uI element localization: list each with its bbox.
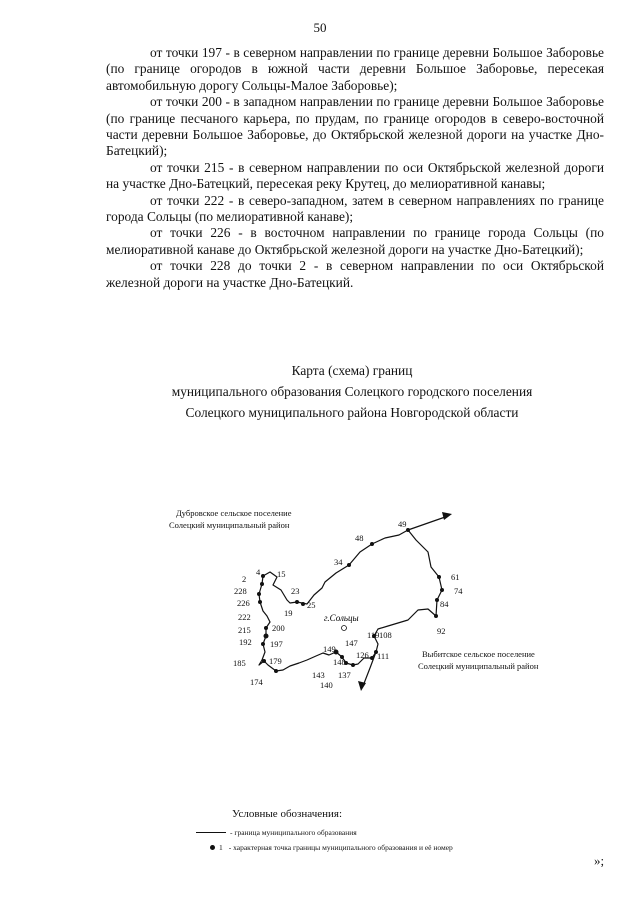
legend-point-number: 1 bbox=[219, 843, 223, 852]
map-title bbox=[100, 360, 604, 423]
point-label: 48 bbox=[355, 533, 364, 543]
point-marker bbox=[440, 588, 444, 592]
point-marker bbox=[435, 598, 439, 602]
point-marker bbox=[437, 575, 441, 579]
point-label: 92 bbox=[437, 626, 446, 636]
point-marker bbox=[262, 659, 266, 663]
paragraph: от точки 226 - в восточном направлении по границе города Сольцы (по мелиоративной канаве до Октябрьской железной дороги на участке Дно-Батецкий); bbox=[106, 225, 604, 257]
point-marker bbox=[261, 574, 265, 578]
point-marker bbox=[264, 626, 268, 630]
boundary-spur bbox=[408, 516, 448, 530]
point-label: 137 bbox=[338, 670, 351, 680]
point-label: 149 bbox=[323, 644, 336, 654]
point-marker bbox=[258, 600, 262, 604]
legend-point-text: - характерная точка границы муниципального образования и её номер bbox=[228, 843, 453, 852]
boundary-map bbox=[0, 470, 640, 695]
point-label: 192 bbox=[239, 637, 252, 647]
legend-point-row bbox=[196, 843, 453, 852]
arrow-icon bbox=[442, 512, 452, 520]
point-marker bbox=[260, 582, 264, 586]
neighbor-label: Дубровское сельское поселение bbox=[176, 508, 292, 518]
point-label: 19 bbox=[284, 608, 293, 618]
point-label: 179 bbox=[269, 656, 282, 666]
map-title-line: муниципального образования Солецкого городского поселения bbox=[171, 384, 533, 399]
city-marker bbox=[342, 626, 347, 631]
boundary-line bbox=[259, 530, 442, 671]
point-marker bbox=[261, 642, 265, 646]
point-label: 74 bbox=[454, 586, 463, 596]
point-label: 215 bbox=[238, 625, 251, 635]
legend-point-icon bbox=[210, 845, 215, 850]
point-label: 34 bbox=[334, 557, 343, 567]
point-label: 119 bbox=[367, 630, 380, 640]
point-label: 148 bbox=[333, 657, 346, 667]
point-label: 226 bbox=[237, 598, 250, 608]
point-marker bbox=[295, 600, 299, 604]
point-label: 2 bbox=[242, 574, 247, 584]
body-text bbox=[106, 45, 604, 291]
point-marker bbox=[347, 563, 351, 567]
city-label: г.Сольцы bbox=[324, 613, 359, 623]
point-marker bbox=[434, 614, 438, 618]
point-marker bbox=[351, 663, 355, 667]
point-label: 84 bbox=[440, 599, 449, 609]
point-label: 228 bbox=[234, 586, 247, 596]
paragraph: от точки 215 - в северном направлении по оси Октябрьской железной дороги на участке Дно-Батецкий, пересекая реку Крутец, до мелиоративной канавы; bbox=[106, 159, 604, 192]
point-label: 197 bbox=[270, 639, 283, 649]
paragraph: от точки 228 до точки 2 - в северном направлении по оси Октябрьской железной дороги на участке Дно-Батецкий. bbox=[106, 258, 604, 290]
point-marker bbox=[274, 669, 278, 673]
point-marker bbox=[301, 602, 305, 606]
point-label: 108 bbox=[379, 630, 392, 640]
point-label: 200 bbox=[272, 623, 285, 633]
paragraph: от точки 222 - в северо-западном, затем в северном направлениях по границе города Сольцы (по мелиоративной канаве); bbox=[106, 192, 604, 225]
point-marker bbox=[264, 634, 269, 639]
point-marker bbox=[257, 592, 261, 596]
point-label: 25 bbox=[307, 600, 316, 610]
point-marker bbox=[370, 542, 374, 546]
map-title-line: Карта (схема) границ bbox=[291, 363, 413, 378]
point-label: 174 bbox=[250, 677, 263, 687]
neighbor-label: Солецкий муниципальный район bbox=[169, 520, 290, 530]
point-label: 147 bbox=[345, 638, 358, 648]
point-label: 222 bbox=[238, 612, 251, 622]
map-title-line: Солецкого муниципального района Новгородской области bbox=[185, 405, 519, 420]
point-label: 23 bbox=[291, 586, 300, 596]
point-label: 4 bbox=[256, 567, 261, 577]
point-label: 126 bbox=[356, 650, 369, 660]
point-marker bbox=[406, 528, 410, 532]
paragraph: от точки 200 - в западном направлении по границе деревни Большое Заборовье (по границе песчаного карьера, по прудам, по границе огородов в северо-восточной части деревни Большое Заборовье, до Октябрьской железной дороги на участке Дно-Батецкий); bbox=[106, 94, 604, 159]
point-label: 61 bbox=[451, 572, 460, 582]
point-label: 49 bbox=[398, 519, 407, 529]
legend-line-text: - граница муниципального образования bbox=[230, 828, 357, 837]
paragraph: от точки 197 - в северном направлении по границе деревни Большое Заборовье (по границе огородов в южной части деревни Большое Заборовье, пересекая автомобильную дорогу Сольцы-Малое Заборовье); bbox=[106, 45, 604, 93]
neighbor-label: Солецкий муниципальный район bbox=[418, 661, 539, 671]
point-label: 15 bbox=[277, 569, 286, 579]
end-mark: »; bbox=[594, 853, 605, 868]
page-number: 50 bbox=[313, 20, 327, 35]
legend-line-sample bbox=[196, 832, 226, 833]
point-label: 140 bbox=[320, 680, 333, 690]
point-label: 143 bbox=[312, 670, 325, 680]
legend-line-row bbox=[196, 828, 357, 837]
point-label: 111 bbox=[377, 651, 390, 661]
point-marker bbox=[370, 656, 374, 660]
legend-title: Условные обозначения: bbox=[232, 808, 343, 820]
neighbor-label: Выбитское сельское поселение bbox=[422, 649, 535, 659]
point-label: 185 bbox=[233, 658, 246, 668]
